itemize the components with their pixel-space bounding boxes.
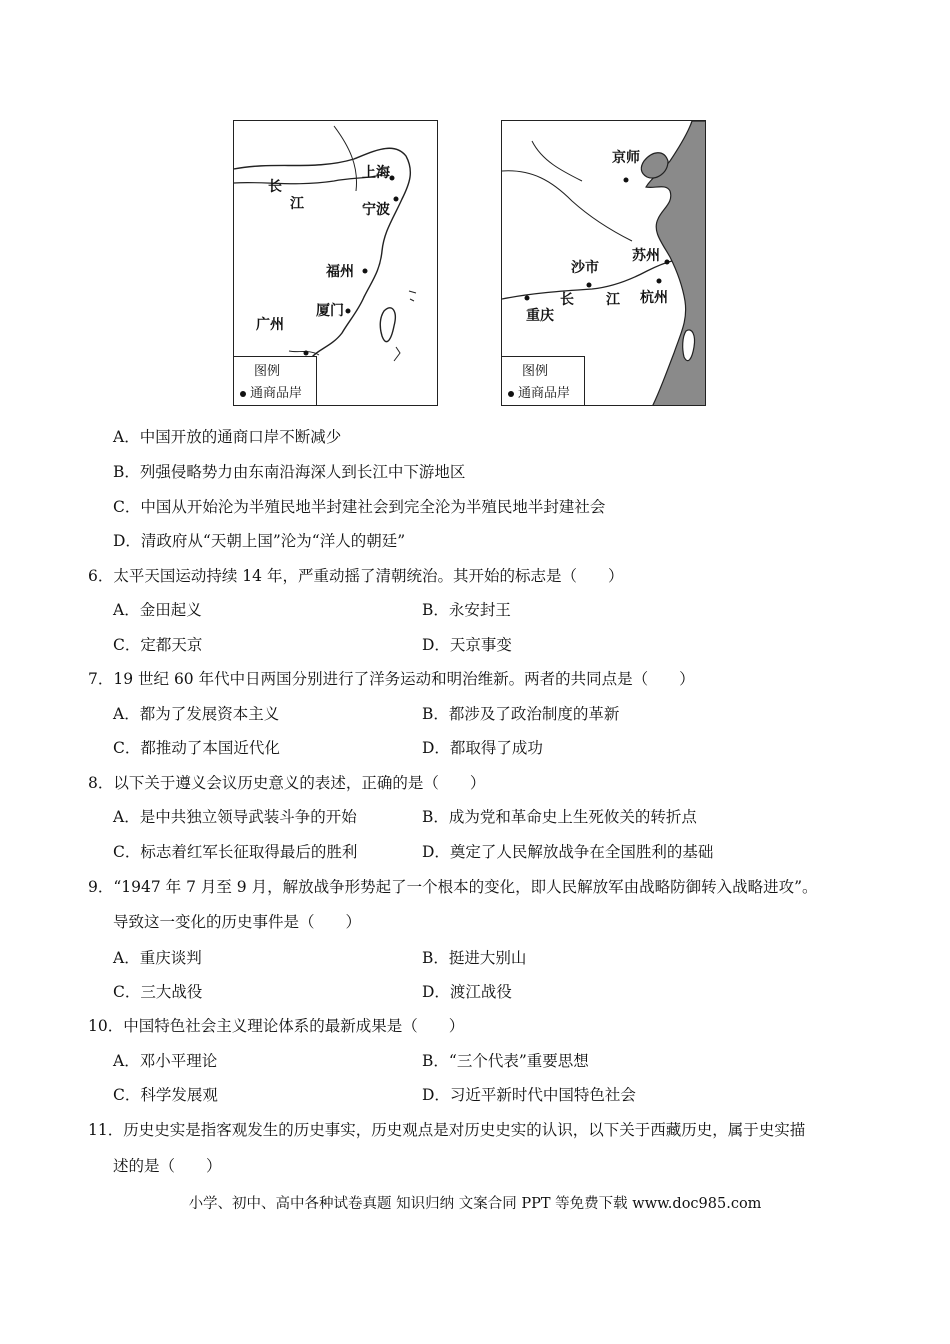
city-label: 沙市: [571, 260, 599, 276]
city-label: 福州: [326, 264, 354, 280]
city-label: 广州: [256, 317, 284, 333]
question-stem: 11．历史史实是指客观发生的历史事实，历史观点是对历史史实的认识，以下关于西藏历史，属于史实描: [88, 1121, 806, 1139]
option-line: D．都取得了成功: [422, 739, 543, 757]
option-line: B．“三个代表”重要思想: [422, 1052, 589, 1070]
option-line: B．列强侵略势力由东南沿海深人到长江中下游地区: [113, 463, 466, 481]
option-line: B．都涉及了政治制度的革新: [422, 705, 620, 723]
map-legend: [502, 356, 585, 405]
option-line: C．标志着红军长征取得最后的胜利: [113, 843, 358, 861]
option-line: B．挺进大别山: [422, 949, 527, 967]
port-marker-icon: [240, 391, 246, 397]
question-stem: 导致这一变化的历史事件是（ ）: [113, 913, 362, 931]
port-marker-icon: [508, 391, 514, 397]
treaty-ports-map-2: [501, 120, 706, 406]
option-line: A．中国开放的通商口岸不断减少: [113, 428, 342, 446]
option-line: A．金田起义: [113, 601, 202, 619]
page-footer: 小学、初中、高中各种试卷真题 知识归纳 文案合同 PPT 等免费下载 www.doc985.com: [188, 1196, 762, 1212]
question-stem: 8．以下关于遵义会议历史意义的表述，正确的是（ ）: [88, 774, 486, 792]
option-line: C．科学发展观: [113, 1086, 218, 1104]
option-line: A．都为了发展资本主义: [113, 705, 280, 723]
treaty-ports-map-1: [233, 120, 438, 406]
city-label: 宁波: [362, 202, 390, 218]
river-label: 江: [606, 292, 620, 308]
option-line: D．奠定了人民解放战争在全国胜利的基础: [422, 843, 714, 861]
option-line: B．永安封王: [422, 601, 511, 619]
question-stem: 述的是（ ）: [113, 1157, 222, 1175]
option-line: B．成为党和革命史上生死攸关的转折点: [422, 808, 697, 826]
river-label: 长: [268, 179, 282, 195]
legend-title: 图例: [254, 364, 281, 379]
option-line: D．习近平新时代中国特色社会: [422, 1086, 636, 1104]
option-line: A．是中共独立领导武装斗争的开始: [113, 808, 357, 826]
option-line: C．都推动了本国近代化: [113, 739, 280, 757]
city-label: 厦门: [316, 303, 344, 319]
option-line: C．中国从开始沦为半殖民地半封建社会到完全沦为半殖民地半封建社会: [113, 498, 606, 516]
option-line: D．渡江战役: [422, 983, 512, 1001]
question-stem: 7．19 世纪 60 年代中日两国分别进行了洋务运动和明治维新。两者的共同点是（ ）: [88, 670, 695, 688]
map-legend: [234, 356, 317, 405]
question-stem: 6．太平天国运动持续 14 年，严重动摇了清朝统治。其开始的标志是（ ）: [88, 567, 624, 585]
option-line: C．定都天京: [113, 636, 203, 654]
legend-item: 通商品岸: [508, 382, 570, 401]
legend-item: 通商品岸: [240, 382, 302, 401]
city-label: 苏州: [632, 248, 660, 264]
question-stem: 9．“1947 年 7 月至 9 月，解放战争形势起了一个根本的变化，即人民解放军由战略防御转入战略进攻”。: [88, 878, 818, 896]
city-label: 重庆: [526, 308, 554, 324]
legend-title: 图例: [522, 364, 549, 379]
river-label: 江: [290, 196, 304, 212]
city-label: 京师: [612, 150, 640, 166]
city-label: 上海: [362, 165, 390, 181]
option-line: D．清政府从“天朝上国”沦为“洋人的朝廷”: [113, 532, 406, 550]
option-line: A．重庆谈判: [113, 949, 202, 967]
option-line: D．天京事变: [422, 636, 512, 654]
city-label: 杭州: [640, 290, 668, 306]
question-stem: 10．中国特色社会主义理论体系的最新成果是（ ）: [88, 1017, 465, 1035]
option-line: A．邓小平理论: [113, 1052, 218, 1070]
river-label: 长: [560, 292, 574, 308]
option-line: C．三大战役: [113, 983, 203, 1001]
